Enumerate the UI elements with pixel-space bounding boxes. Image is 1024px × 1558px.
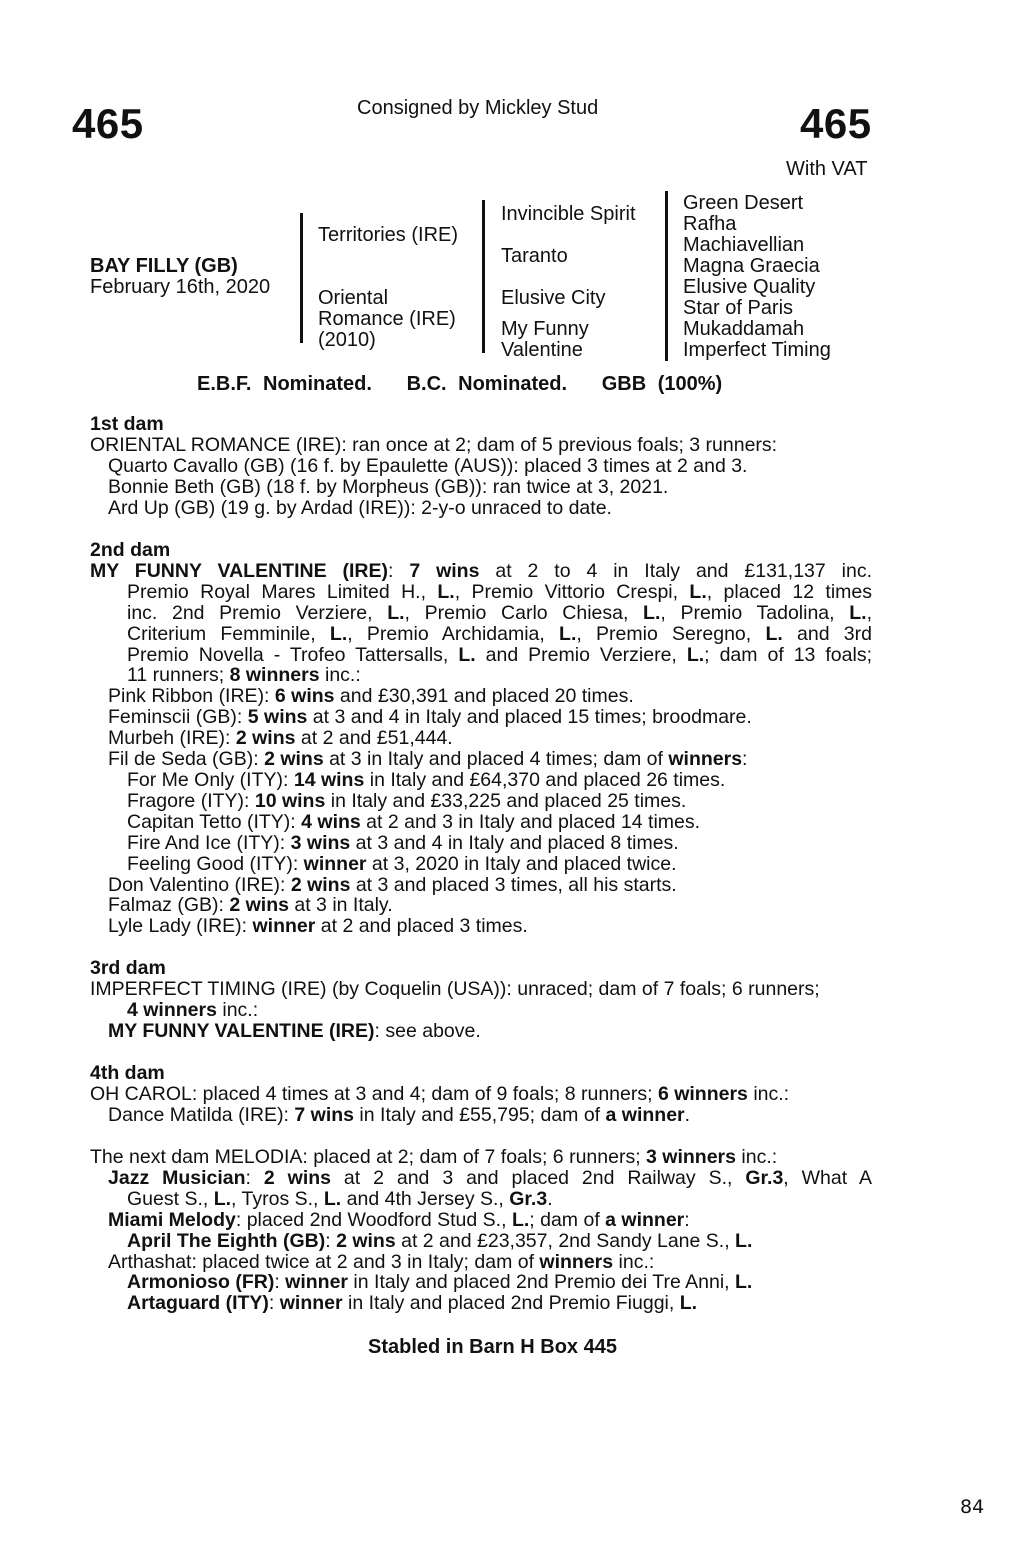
produce-entry [90, 728, 890, 749]
produce-record: in Italy and placed 2nd Premio dei Tre Anni, [348, 1271, 735, 1294]
produce-name: Jazz Musician [108, 1166, 246, 1189]
race-text: , Premio Seregno, [576, 622, 766, 645]
produce-wins: 3 wins [290, 831, 351, 854]
produce-record: at 3, 2020 in Italy and placed twice. [366, 852, 677, 875]
produce-wins: 4 wins [301, 810, 361, 833]
fourth-dam-summary [90, 1084, 890, 1105]
produce-record: . [684, 1103, 691, 1126]
produce-wins: winner [303, 852, 367, 875]
winners-count: 8 winners [229, 664, 320, 687]
race-text: , Tyros S., [231, 1187, 324, 1210]
produce-winners: a winner [605, 1103, 685, 1126]
produce-entry [90, 749, 890, 770]
produce-record: : see above. [374, 1019, 481, 1042]
listed-marker: L. [213, 1187, 232, 1210]
second-dam-text: at 2 to 4 in Italy and £131,137 inc. [479, 559, 872, 582]
produce-wins: winner [285, 1271, 349, 1294]
winners-count: 3 winners [646, 1146, 736, 1168]
pedigree-ancestor: Rafha [683, 213, 737, 235]
produce-wins: 2 wins [264, 748, 324, 771]
race-text: , [866, 601, 872, 624]
race-text: , Premio Carlo Chiesa, [404, 601, 644, 624]
produce-entry-miami-melody [90, 1210, 890, 1231]
listed-marker: L. [458, 643, 476, 666]
produce-record: at 2 and 3 and placed 2nd Railway S., [331, 1166, 746, 1189]
pedigree-dam-dam-line-1: My Funny [501, 318, 589, 340]
listed-marker: L. [437, 580, 455, 603]
produce-name: Fil de Seda (GB): [108, 748, 265, 771]
race-text: Premio Novella - Trofeo Tattersalls, [127, 643, 459, 666]
second-dam-wins: 7 wins [409, 559, 480, 582]
group-marker: Gr.3 [509, 1187, 548, 1210]
second-dam-section [90, 540, 890, 937]
pedigree-ancestor: Green Desert [683, 192, 804, 214]
produce-wins: 2 wins [290, 873, 351, 896]
produce-name: Fire And Ice (ITY): [127, 831, 291, 854]
vat-note: With VAT [786, 158, 868, 180]
produce-entry [90, 686, 890, 707]
pedigree-dam-sire: Elusive City [501, 287, 606, 309]
grand-produce-entry-april [90, 1231, 890, 1252]
produce-record: at 3 in Italy. [288, 894, 393, 917]
second-dam-line-3 [90, 603, 872, 624]
second-dam-line-4 [90, 624, 872, 645]
produce-wins: 2 wins [336, 1229, 396, 1252]
pedigree-third-generation [683, 193, 831, 361]
produce-entry [90, 1021, 890, 1042]
pedigree-ancestor: Elusive Quality [683, 276, 816, 298]
pedigree-dam-year: (2010) [318, 329, 376, 351]
race-text: , Premio Vittorio Crespi, [454, 580, 690, 603]
produce-record: at 3 and 4 in Italy and placed 15 times; broodmare. [307, 706, 752, 729]
pedigree-sire: Territories (IRE) [318, 224, 459, 246]
race-text: inc. 2nd Premio Verziere, [127, 601, 388, 624]
pedigree-dam-line-1: Oriental [318, 287, 389, 309]
produce-name: Feeling Good (ITY): [127, 852, 304, 875]
produce-name: Artaguard (ITY) [127, 1292, 269, 1315]
produce-record: at 3 in Italy and placed 4 times; dam of [323, 748, 669, 771]
listed-marker: L. [765, 622, 783, 645]
pedigree-ancestor: Imperfect Timing [683, 339, 831, 361]
produce-record: in Italy and £55,795; dam of [354, 1103, 606, 1126]
lot-number-left: 465 [72, 100, 144, 147]
produce-name: Lyle Lady (IRE): [108, 915, 253, 938]
produce-entry [90, 707, 890, 728]
produce-entry: Bonnie Beth (GB) (18 f. by Morpheus (GB)): ran twice at 3, 2021. [108, 475, 669, 498]
produce-winners: a winner [605, 1208, 685, 1231]
race-text: Criterium Femminile, [127, 622, 330, 645]
grand-produce-entry-artaguard [90, 1293, 890, 1314]
race-text: ; dam of 13 foals; [704, 643, 872, 666]
third-dam-section [90, 958, 890, 1042]
produce-name: Don Valentino (IRE): [108, 873, 291, 896]
produce-entry: Quarto Cavallo (GB) (16 f. by Epaulette (AUS)): placed 3 times at 2 and 3. [108, 454, 748, 477]
produce-record: at 2 and placed 3 times. [315, 915, 528, 938]
pedigree-bracket-3 [665, 191, 668, 361]
group-marker: Gr.3 [745, 1166, 784, 1189]
produce-record: at 3 and placed 3 times, all his starts. [350, 873, 677, 896]
dam-summary-text: The next dam MELODIA: placed at 2; dam of 7 foals; 6 runners; [90, 1146, 647, 1168]
lot-number-right: 465 [800, 100, 872, 147]
produce-record: , What A [783, 1166, 872, 1189]
runners-text: inc.: [735, 1146, 778, 1168]
produce-wins: 6 wins [274, 685, 335, 708]
produce-record: : placed 2nd Woodford Stud S., [235, 1208, 512, 1231]
produce-name: Capitan Tetto (ITY): [127, 810, 302, 833]
fourth-dam-section [90, 1063, 890, 1126]
produce-entry [90, 916, 890, 937]
produce-record: in Italy and placed 2nd Premio Fiuggi, [342, 1292, 680, 1315]
second-dam-line-1: MY FUNNY VALENTINE (IRE): 7 wins at 2 to 4 in Italy and £131,137 inc. [90, 559, 872, 582]
produce-record: ; dam of [529, 1208, 606, 1231]
runners-text: 11 runners; [127, 664, 230, 687]
pedigree-bracket-2 [482, 200, 485, 353]
pedigree-dam-dam-line-2: Valentine [501, 339, 583, 361]
horse-name: BAY FILLY (GB) [90, 255, 238, 277]
produce-entry-jazz-musician [90, 1168, 872, 1189]
runners-text: inc.: [216, 998, 259, 1021]
pedigree-ancestor: Machiavellian [683, 234, 805, 256]
produce-name: Pink Ribbon (IRE): [108, 685, 275, 708]
grand-produce-entry [90, 791, 890, 812]
pedigree-dam [318, 288, 456, 351]
runners-text: inc.: [319, 664, 361, 687]
produce-entry [90, 1105, 890, 1126]
grand-produce-entry-armonioso [90, 1272, 890, 1293]
produce-record: at 2 and 3 in Italy and placed 14 times. [360, 810, 701, 833]
produce-name: Armonioso (FR) [127, 1271, 275, 1294]
produce-winners: winners [668, 748, 743, 771]
pedigree-sire-dam: Taranto [501, 245, 568, 267]
foaling-date: February 16th, 2020 [90, 276, 271, 298]
produce-record: : [268, 1292, 280, 1315]
produce-record: : [742, 748, 748, 771]
produce-name: Dance Matilda (IRE): [108, 1103, 295, 1126]
produce-wins: 2 wins [235, 727, 296, 750]
winners-count: 6 winners [657, 1082, 748, 1105]
produce-name: MY FUNNY VALENTINE (IRE) [108, 1019, 375, 1042]
listed-marker: L. [689, 580, 707, 603]
runners-text: inc.: [747, 1082, 790, 1105]
first-dam-summary: ORIENTAL ROMANCE (IRE): ran once at 2; dam of 5 previous foals; 3 runners: [90, 433, 778, 456]
dam-summary-text: OH CAROL: placed 4 times at 3 and 4; dam of 9 foals; 8 runners; [90, 1082, 658, 1105]
produce-record: in Italy and £64,370 and placed 26 times. [364, 768, 726, 791]
produce-name: Feminscii (GB): [108, 706, 248, 729]
race-text: , Premio Tadolina, [660, 601, 850, 624]
race-text: and Premio Verziere, [475, 643, 687, 666]
first-dam-heading: 1st dam [90, 413, 164, 435]
second-dam-name: MY FUNNY VALENTINE (IRE) [90, 559, 388, 582]
produce-record: and £30,391 and placed 20 times. [334, 685, 634, 708]
listed-marker: L. [323, 1187, 342, 1210]
produce-winners: winners [539, 1250, 614, 1273]
winners-count: 4 winners [127, 998, 217, 1021]
listed-marker: L. [387, 601, 405, 624]
produce-wins: 2 wins [229, 894, 289, 917]
produce-entry-arthashat [90, 1252, 890, 1273]
grand-produce-entry [90, 770, 890, 791]
listed-marker: L. [735, 1271, 753, 1294]
race-text: . [547, 1187, 553, 1210]
third-dam-winners [90, 1000, 890, 1021]
produce-record: : [325, 1229, 337, 1252]
pedigree-dam-dam [501, 319, 589, 361]
produce-name: Fragore (ITY): [127, 789, 255, 812]
listed-marker: L. [511, 1208, 530, 1231]
pedigree-ancestor: Mukaddamah [683, 318, 805, 340]
third-dam-heading: 3rd dam [90, 957, 166, 979]
produce-record: inc.: [613, 1250, 655, 1273]
listed-marker: L. [849, 601, 867, 624]
next-dam-summary [90, 1147, 890, 1168]
grand-produce-entry [90, 854, 890, 875]
stabling-note: Stabled in Barn H Box 445 [368, 1336, 617, 1358]
produce-name: For Me Only (ITY): [127, 768, 294, 791]
grand-produce-entry [90, 812, 890, 833]
produce-wins: winner [279, 1292, 343, 1315]
produce-record: in Italy and £33,225 and placed 25 times. [325, 789, 687, 812]
race-text: , Premio Archidamia, [347, 622, 560, 645]
produce-name: Miami Melody [108, 1208, 236, 1231]
pedigree-sire-sire: Invincible Spirit [501, 203, 636, 225]
produce-wins: 7 wins [294, 1103, 355, 1126]
produce-wins: winner [252, 915, 316, 938]
produce-record: : [245, 1166, 264, 1189]
pedigree-bracket-1 [300, 213, 303, 343]
fourth-dam-heading: 4th dam [90, 1062, 165, 1084]
race-text: Premio Royal Mares Limited H., [127, 580, 438, 603]
race-text: Guest S., [127, 1187, 214, 1210]
produce-record: at 3 and 4 in Italy and placed 8 times. [350, 831, 679, 854]
produce-wins: 14 wins [293, 768, 365, 791]
listed-marker: L. [329, 622, 348, 645]
consignor-line: Consigned by Mickley Stud [357, 97, 599, 119]
produce-entry: Ard Up (GB) (19 g. by Ardad (IRE)): 2-y-o unraced to date. [108, 496, 612, 519]
first-dam-section [90, 414, 890, 519]
produce-wins: 10 wins [254, 789, 326, 812]
grand-produce-entry [90, 833, 890, 854]
race-text: and 3rd [782, 622, 872, 645]
produce-entry-jazz-musician-cont [90, 1189, 890, 1210]
produce-record: Arthashat: placed twice at 2 and 3 in Italy; dam of [108, 1250, 540, 1273]
next-dam-section [90, 1147, 890, 1314]
pedigree-ancestor: Star of Paris [683, 297, 794, 319]
race-text: , placed 12 times [706, 580, 872, 603]
second-dam-line-2 [90, 582, 872, 603]
pedigree-dam-line-2: Romance (IRE) [318, 308, 456, 330]
produce-entry [90, 895, 890, 916]
page-number: 84 [960, 1496, 985, 1518]
produce-record: at 2 and £51,444. [295, 727, 453, 750]
produce-name: April The Eighth (GB) [127, 1229, 326, 1252]
second-dam-line-6 [90, 665, 890, 686]
pedigree-ancestor: Magna Graecia [683, 255, 820, 277]
listed-marker: L. [559, 622, 577, 645]
second-dam-heading: 2nd dam [90, 539, 171, 561]
produce-record: : [274, 1271, 286, 1294]
second-dam-line-5 [90, 645, 872, 666]
produce-wins: 5 wins [247, 706, 308, 729]
produce-wins: 2 wins [263, 1166, 331, 1189]
listed-marker: L. [686, 643, 705, 666]
produce-name: Falmaz (GB): [108, 894, 230, 917]
third-dam-summary: IMPERFECT TIMING (IRE) (by Coquelin (USA)): unraced; dam of 7 foals; 6 runners; [90, 977, 820, 1000]
listed-marker: L. [679, 1292, 698, 1315]
produce-name: Murbeh (IRE): [108, 727, 236, 750]
race-text: and 4th Jersey S., [341, 1187, 510, 1210]
produce-entry [90, 875, 890, 896]
listed-marker: L. [643, 601, 661, 624]
produce-record: : [684, 1208, 690, 1231]
listed-marker: L. [735, 1229, 753, 1252]
nominations-line: E.B.F. Nominated. B.C. Nominated. GBB (100%) [197, 373, 723, 395]
produce-record: at 2 and £23,357, 2nd Sandy Lane S., [395, 1229, 736, 1252]
